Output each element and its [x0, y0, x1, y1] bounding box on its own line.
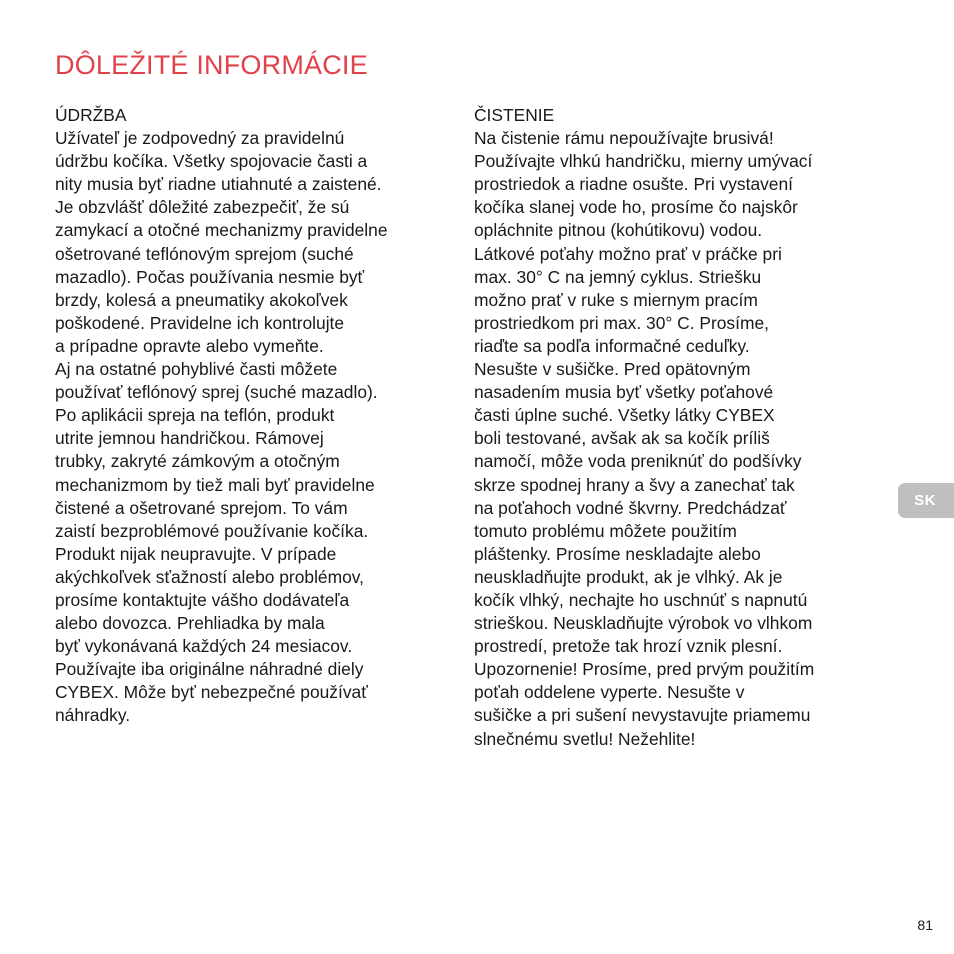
- text-line: Nesušte v sušičke. Pred opätovným: [474, 359, 751, 380]
- text-line: strieškou. Neuskladňujte výrobok vo vlhkom: [474, 613, 813, 634]
- text-line: Používajte iba originálne náhradné diely: [55, 659, 364, 680]
- cleaning-body: [474, 127, 869, 751]
- text-line: možno prať v ruke s miernym pracím: [474, 289, 758, 310]
- text-line: boli testované, avšak ak sa kočík príliš: [474, 428, 770, 449]
- text-line: Po aplikácii spreja na teflón, produkt: [55, 405, 335, 426]
- text-line: zamykací a otočné mechanizmy pravidelne: [55, 220, 388, 241]
- text-line: ošetrované teflónovým sprejom (suché: [55, 243, 354, 264]
- text-line: Na čistenie rámu nepoužívajte brusivá!: [474, 128, 774, 149]
- text-line: Používajte vlhkú handričku, mierny umývací: [474, 151, 813, 172]
- text-line: alebo dovozca. Prehliadka by mala: [55, 613, 325, 634]
- text-line: utrite jemnou handričkou. Rámovej: [55, 428, 324, 449]
- text-line: skrze spodnej hrany a švy a zanechať tak: [474, 474, 795, 495]
- text-line: byť vykonávaná každých 24 mesiacov.: [55, 636, 353, 657]
- text-line: mazadlo). Počas používania nesmie byť: [55, 266, 365, 287]
- page-number: 81: [917, 917, 933, 933]
- text-line: nasadením musia byť všetky poťahové: [474, 382, 774, 403]
- text-line: časti úplne suché. Všetky látky CYBEX: [474, 405, 775, 426]
- text-line: používať teflónový sprej (suché mazadlo).: [55, 382, 378, 403]
- text-line: čistené a ošetrované sprejom. To vám: [55, 497, 348, 518]
- text-line: sušičke a pri sušení nevystavujte priamemu: [474, 705, 811, 726]
- cleaning-heading: ČISTENIE: [474, 105, 555, 125]
- language-badge: SK: [898, 483, 954, 518]
- text-line: nity musia byť riadne utiahnuté a zaistené.: [55, 174, 382, 195]
- text-line: prostredí, pretože tak hrozí vznik plesní.: [474, 636, 783, 657]
- text-line: trubky, zakryté zámkovým a otočným: [55, 451, 340, 472]
- text-line: prostriedok a riadne osušte. Pri vystavení: [474, 174, 793, 195]
- text-line: náhradky.: [55, 705, 131, 726]
- maintenance-section: [55, 104, 450, 728]
- text-line: Upozornenie! Prosíme, pred prvým použitím: [474, 659, 815, 680]
- text-line: opláchnite pitnou (kohútikovu) vodou.: [474, 220, 763, 241]
- maintenance-heading: ÚDRŽBA: [55, 105, 127, 125]
- text-line: Látkové poťahy možno prať v práčke pri: [474, 243, 782, 264]
- text-line: prosíme kontaktujte vášho dodávateľa: [55, 589, 350, 610]
- text-line: akýchkoľvek sťažností alebo problémov,: [55, 566, 364, 587]
- text-line: poškodené. Pravidelne ich kontrolujte: [55, 312, 345, 333]
- maintenance-body: [55, 127, 450, 727]
- text-line: kočíka slanej vode ho, prosíme čo najskôr: [474, 197, 798, 218]
- text-line: prostriedkom pri max. 30° C. Prosíme,: [474, 312, 769, 333]
- text-line: kočík vlhký, nechajte ho uschnúť s napnutú: [474, 589, 808, 610]
- cleaning-section: [474, 104, 869, 751]
- text-line: brzdy, kolesá a pneumatiky akokoľvek: [55, 289, 348, 310]
- text-line: max. 30° C na jemný cyklus. Striešku: [474, 266, 762, 287]
- text-line: poťah oddelene vyperte. Nesušte v: [474, 682, 745, 703]
- text-line: Je obzvlášť dôležité zabezpečiť, že sú: [55, 197, 350, 218]
- text-line: Užívateľ je zodpovedný za pravidelnú: [55, 128, 345, 149]
- text-line: CYBEX. Môže byť nebezpečné používať: [55, 682, 368, 703]
- text-line: namočí, môže voda preniknúť do podšívky: [474, 451, 802, 472]
- text-line: a prípadne opravte alebo vymeňte.: [55, 335, 324, 356]
- text-line: neuskladňujte produkt, ak je vlhký. Ak je: [474, 566, 783, 587]
- text-line: zaistí bezproblémové používanie kočíka.: [55, 520, 369, 541]
- text-line: Aj na ostatné pohyblivé časti môžete: [55, 359, 338, 380]
- page-title: DÔLEŽITÉ INFORMÁCIE: [55, 50, 368, 80]
- text-line: slnečnému svetlu! Nežehlite!: [474, 728, 696, 749]
- text-line: na poťahoch vodné škvrny. Predchádzať: [474, 497, 787, 518]
- text-line: tomuto problému môžete použitím: [474, 520, 737, 541]
- text-line: riaďte sa podľa informačné ceduľky.: [474, 335, 750, 356]
- text-line: mechanizmom by tiež mali byť pravidelne: [55, 474, 375, 495]
- text-line: Produkt nijak neupravujte. V prípade: [55, 543, 337, 564]
- text-line: údržbu kočíka. Všetky spojovacie časti a: [55, 151, 368, 172]
- text-line: pláštenky. Prosíme neskladajte alebo: [474, 543, 761, 564]
